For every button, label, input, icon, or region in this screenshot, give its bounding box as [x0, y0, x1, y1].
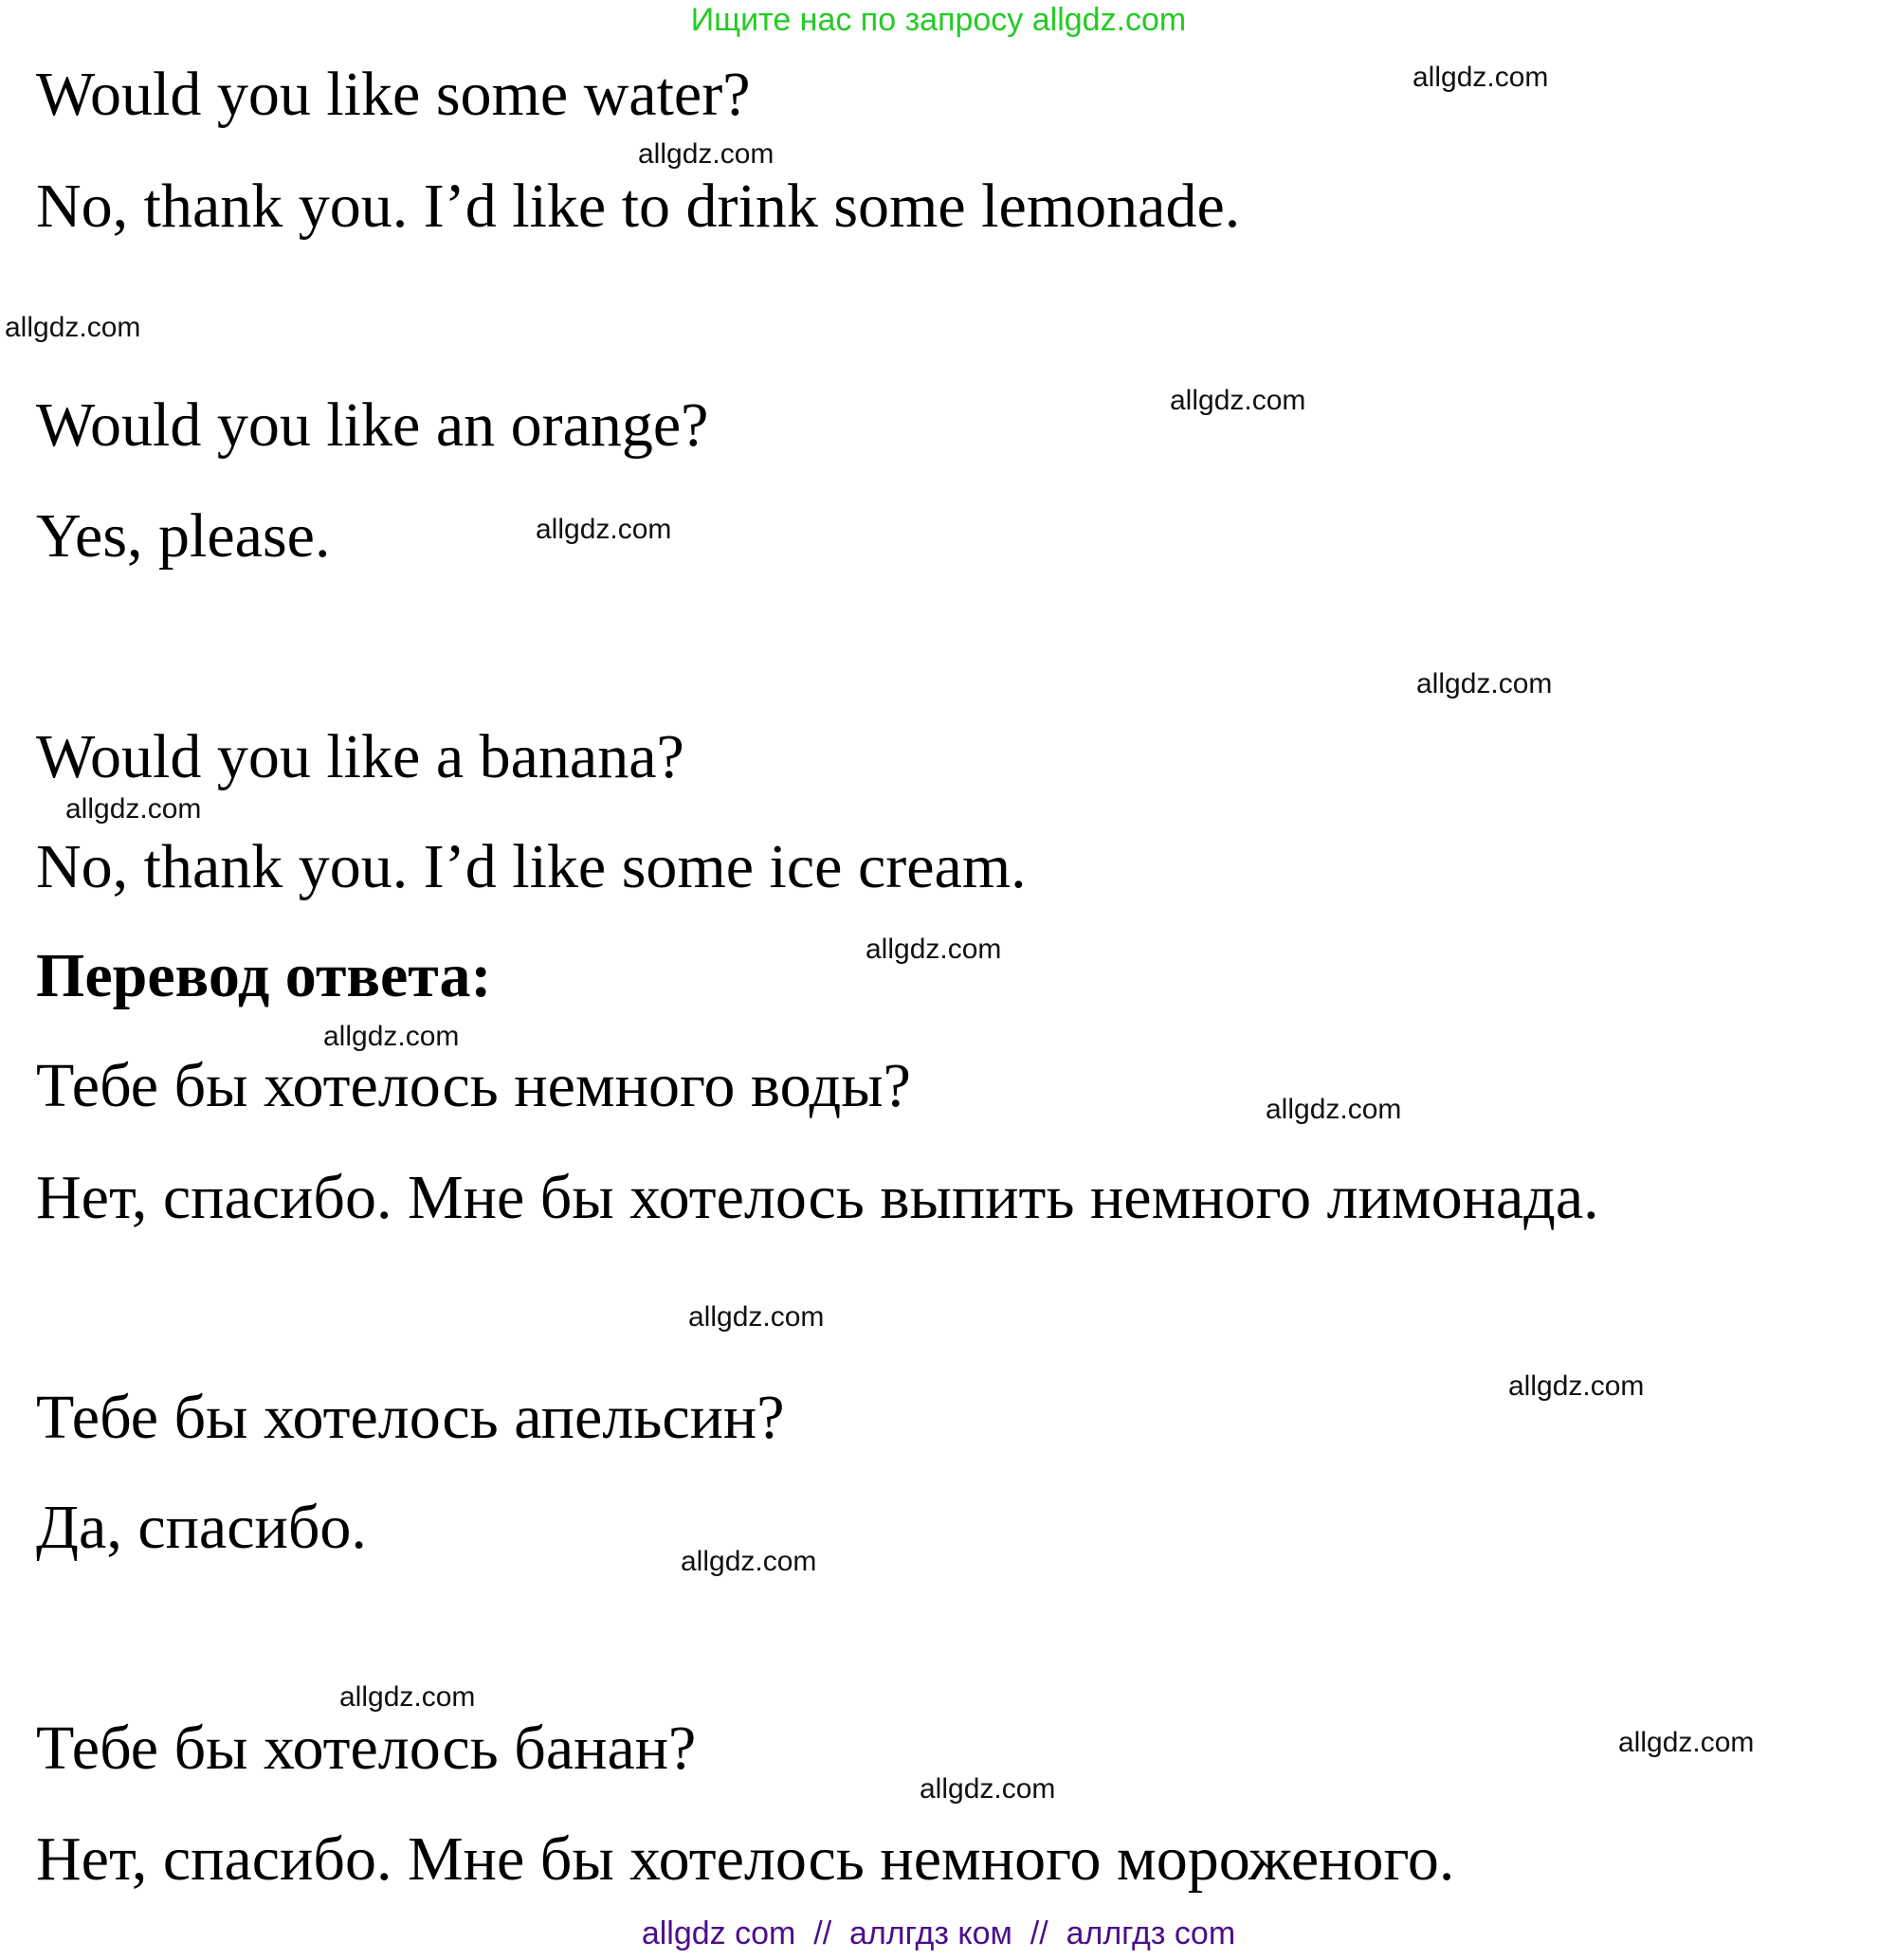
watermark: allgdz.com	[323, 1021, 460, 1052]
english-line-1: Would you like some water?	[36, 60, 751, 129]
watermark: allgdz.com	[866, 934, 1002, 965]
watermark: allgdz.com	[1412, 62, 1549, 93]
watermark: allgdz.com	[1416, 668, 1553, 699]
translation-heading: Перевод ответа:	[36, 941, 492, 1010]
watermark: allgdz.com	[339, 1681, 476, 1713]
watermark: allgdz.com	[681, 1546, 817, 1577]
english-line-4: Yes, please.	[36, 501, 331, 571]
watermark: allgdz.com	[688, 1301, 825, 1333]
watermark: allgdz.com	[536, 514, 672, 545]
english-line-2: No, thank you. I’d like to drink some lemonade.	[36, 172, 1241, 241]
russian-line-4: Да, спасибо.	[36, 1493, 367, 1562]
watermark: allgdz.com	[920, 1773, 1056, 1805]
russian-line-1: Тебе бы хотелось немного воды?	[36, 1051, 911, 1120]
watermark: allgdz.com	[638, 138, 774, 170]
russian-line-6: Нет, спасибо. Мне бы хотелось немного мороженого.	[36, 1824, 1455, 1894]
russian-line-2: Нет, спасибо. Мне бы хотелось выпить немного лимонада.	[36, 1163, 1599, 1232]
watermark: allgdz.com	[1618, 1727, 1755, 1758]
english-line-5: Would you like a banana?	[36, 722, 684, 791]
search-hint-banner: Ищите нас по запросу allgdz.com	[690, 2, 1187, 38]
watermark: allgdz.com	[1508, 1370, 1645, 1402]
footer-watermark: allgdz com // аллгдз ком // аллгдз com	[641, 1915, 1236, 1951]
watermark: allgdz.com	[1170, 385, 1306, 416]
watermark: allgdz.com	[65, 793, 202, 825]
english-line-6: No, thank you. I’d like some ice cream.	[36, 832, 1027, 901]
watermark: allgdz.com	[5, 312, 141, 343]
english-line-3: Would you like an orange?	[36, 390, 709, 460]
russian-line-3: Тебе бы хотелось апельсин?	[36, 1383, 785, 1452]
russian-line-5: Тебе бы хотелось банан?	[36, 1714, 697, 1783]
watermark: allgdz.com	[1266, 1094, 1402, 1125]
